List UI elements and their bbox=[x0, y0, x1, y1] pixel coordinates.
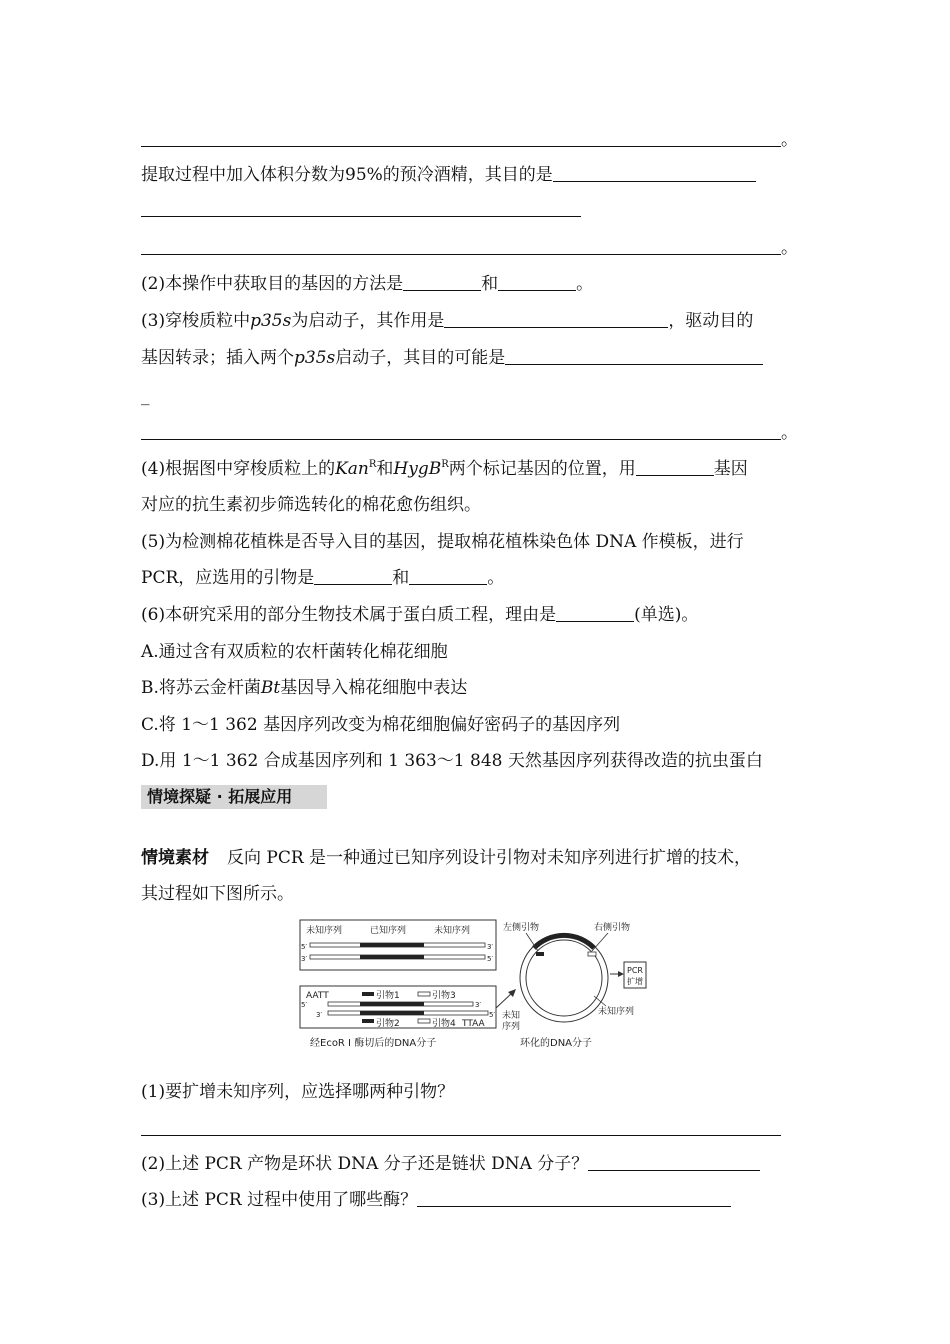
answer-blank[interactable] bbox=[444, 309, 668, 328]
question-4-line-2: 对应的抗生素初步筛选转化的棉花愈伤组织。 bbox=[141, 495, 481, 515]
svg-text:5′: 5′ bbox=[301, 1001, 308, 1009]
answer-blank[interactable] bbox=[556, 603, 634, 622]
primer1-mark bbox=[362, 992, 374, 996]
svg-text:3′: 3′ bbox=[487, 943, 494, 951]
answer-line-3 bbox=[141, 198, 581, 222]
caption-right: 环化的DNA分子 bbox=[520, 1038, 593, 1049]
answer-blank[interactable] bbox=[636, 457, 714, 476]
svg-text:5′: 5′ bbox=[489, 1011, 496, 1019]
label-right-primer: 右侧引物 bbox=[594, 923, 631, 933]
option-d[interactable]: D.用 1～1 362 合成基因序列和 1 363～1 848 天然基因序列获得改造的抗虫蛋白 bbox=[141, 751, 763, 771]
answer-blank[interactable] bbox=[588, 1152, 760, 1171]
svg-text:引物3: 引物3 bbox=[432, 991, 456, 1001]
question-3-dash: _ bbox=[141, 386, 150, 406]
answer-blank[interactable] bbox=[417, 1188, 731, 1207]
svg-text:引物1: 引物1 bbox=[376, 991, 400, 1001]
answer-blank[interactable] bbox=[553, 163, 756, 182]
label-unknown-a: 未知 bbox=[502, 1011, 521, 1021]
answer-blank[interactable] bbox=[141, 236, 781, 255]
label-known-seq: 已知序列 bbox=[370, 926, 407, 936]
svg-text:AATT: AATT bbox=[306, 991, 329, 1001]
svg-text:3′: 3′ bbox=[316, 1011, 323, 1019]
question-line-alcohol: 提取过程中加入体积分数为95%的预冷酒精，其目的是 bbox=[141, 163, 756, 187]
svg-text:PCR: PCR bbox=[627, 966, 643, 975]
label-unknown-b: 序列 bbox=[502, 1022, 521, 1032]
label-left-primer: 左侧引物 bbox=[503, 923, 540, 933]
reverse-pcr-figure bbox=[298, 918, 648, 1058]
caption-left: 经EcoR I 酶切后的DNA分子 bbox=[310, 1038, 437, 1049]
answer-blank[interactable] bbox=[141, 128, 781, 147]
question-3-answer-line: 。 bbox=[141, 421, 798, 445]
situation-question-3: (3)上述 PCR 过程中使用了哪些酶？ bbox=[141, 1188, 731, 1212]
answer-line-1: 。 bbox=[141, 128, 798, 152]
situation-question-1: (1)要扩增未知序列，应选择哪两种引物？ bbox=[141, 1082, 455, 1102]
label-unknown-seq: 未知序列 bbox=[306, 926, 343, 936]
question-5-line-2: PCR，应选用的引物是 和 。 bbox=[141, 568, 505, 588]
svg-text:引物4: 引物4 bbox=[432, 1019, 456, 1029]
answer-blank[interactable] bbox=[314, 566, 392, 585]
question-6: (6)本研究采用的部分生物技术属于蛋白质工程，理由是 (单选)。 bbox=[141, 605, 699, 625]
answer-blank[interactable] bbox=[505, 346, 763, 365]
option-b[interactable]: B.将苏云金杆菌Bt基因导入棉花细胞中表达 bbox=[141, 678, 468, 698]
primer4-mark bbox=[418, 1019, 430, 1023]
question-2: (2)本操作中获取目的基因的方法是 和 。 bbox=[141, 274, 594, 294]
svg-text:扩增: 扩增 bbox=[627, 977, 643, 986]
question-3-line-1: (3)穿梭质粒中p35s为启动子，其作用是 ，驱动目的 bbox=[141, 311, 754, 331]
option-a[interactable]: A.通过含有双质粒的农杆菌转化棉花细胞 bbox=[141, 642, 448, 662]
known-seq-band bbox=[360, 943, 424, 947]
answer-line-4: 。 bbox=[141, 236, 798, 260]
primer3-mark bbox=[418, 992, 430, 996]
answer-blank[interactable] bbox=[141, 1117, 781, 1136]
label-unknown-seq-2: 未知序列 bbox=[434, 926, 471, 936]
svg-text:3′: 3′ bbox=[475, 1001, 482, 1009]
known-seq-band bbox=[360, 955, 424, 959]
primer2-mark bbox=[362, 1019, 374, 1023]
answer-blank[interactable] bbox=[498, 272, 576, 291]
section-heading: 情境探疑 · 拓展应用 bbox=[141, 785, 327, 809]
circular-dna-inner bbox=[526, 940, 602, 1016]
answer-blank[interactable] bbox=[141, 198, 581, 217]
option-c[interactable]: C.将 1～1 362 基因序列改变为棉花细胞偏好密码子的基因序列 bbox=[141, 715, 621, 735]
answer-blank[interactable] bbox=[403, 272, 481, 291]
right-primer-mark bbox=[588, 952, 596, 956]
question-5-line-1: (5)为检测棉花植株是否导入目的基因，提取棉花植株染色体 DNA 作模板，进行 bbox=[141, 532, 744, 552]
question-3-line-2: 基因转录；插入两个p35s启动子，其目的可能是 bbox=[141, 346, 763, 370]
answer-blank[interactable] bbox=[141, 421, 781, 440]
material-line-2: 其过程如下图所示。 bbox=[141, 884, 294, 904]
svg-text:5′: 5′ bbox=[487, 955, 494, 963]
answer-blank[interactable] bbox=[409, 566, 487, 585]
material-line-1: 情境素材 反向 PCR 是一种通过已知序列设计引物对未知序列进行扩增的技术， bbox=[141, 848, 752, 868]
situation-question-2: (2)上述 PCR 产物是环状 DNA 分子还是链状 DNA 分子？ bbox=[141, 1152, 760, 1176]
svg-text:3′: 3′ bbox=[301, 955, 308, 963]
left-primer-mark bbox=[536, 952, 544, 956]
question-4-line-1: (4)根据图中穿梭质粒上的Kan$^R$和HygB$^R$两个标记基因的位置，用 基因 bbox=[141, 459, 748, 479]
svg-text:引物2: 引物2 bbox=[376, 1019, 400, 1029]
situation-answer-line-1 bbox=[141, 1117, 781, 1141]
svg-text:5′: 5′ bbox=[301, 943, 308, 951]
svg-text:TTAA: TTAA bbox=[462, 1019, 485, 1029]
label-unknown-seq-right: 未知序列 bbox=[598, 1007, 635, 1017]
